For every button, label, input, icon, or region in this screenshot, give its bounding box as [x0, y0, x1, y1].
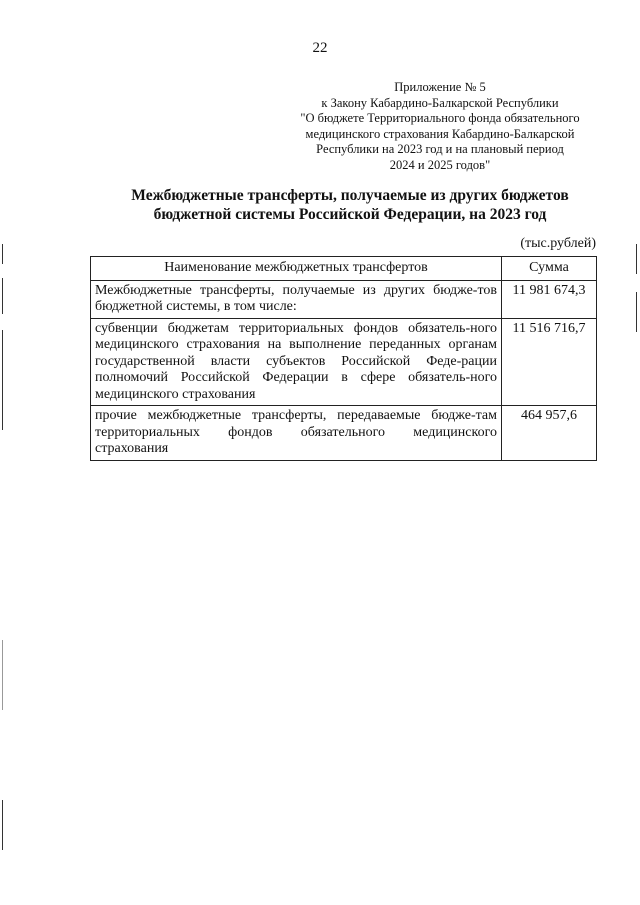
title-line-2: бюджетной системы Российской Федерации, на 2023 год [153, 206, 547, 223]
row-sum: 11 516 716,7 [502, 318, 597, 406]
appendix-line: 2024 и 2025 годов" [389, 157, 491, 172]
row-name: субвенции бюджетам территориальных фондов обязатель-ного медицинского страхования на выполнение переданных органам государственной власти субъектов Российской Феде-рации полномочий Российской Федерации в сфере обязатель-ного медицинского страхования [91, 318, 502, 406]
row-sum: 464 957,6 [502, 406, 597, 461]
appendix-line: к Закону Кабардино-Балкарской Республики [321, 95, 559, 110]
scan-mark [2, 640, 3, 710]
document-title [100, 186, 600, 224]
row-name: прочие межбюджетные трансферты, передаваемые бюдже-там территориальных фондов обязательного медицинского страхования [91, 406, 502, 461]
appendix-line: Республики на 2023 год и на плановый период [316, 142, 564, 156]
scan-mark [2, 244, 3, 264]
scan-mark [636, 292, 637, 332]
table-row [91, 406, 597, 461]
table-header-row [91, 257, 597, 281]
scan-mark [636, 244, 637, 274]
table-row [91, 280, 597, 318]
header-name: Наименование межбюджетных трансфертов [91, 257, 502, 281]
page-number: 22 [312, 40, 328, 56]
scan-mark [2, 330, 3, 430]
appendix-line: медицинского страхования Кабардино-Балкарской [305, 126, 575, 141]
appendix-header [290, 80, 590, 173]
row-name: Межбюджетные трансферты, получаемые из других бюдже-тов бюджетной системы, в том числе: [91, 280, 502, 318]
units-label: (тыс.рублей) [520, 236, 596, 251]
transfers-table [90, 256, 597, 461]
scan-mark [2, 800, 3, 850]
row-sum: 11 981 674,3 [502, 280, 597, 318]
appendix-line: "О бюджете Территориального фонда обязательного [300, 111, 580, 125]
scan-mark [2, 278, 3, 314]
table-row [91, 318, 597, 406]
appendix-line: Приложение № 5 [394, 80, 486, 94]
header-sum: Сумма [502, 257, 597, 281]
title-line-1: Межбюджетные трансферты, получаемые из других бюджетов [131, 187, 569, 204]
